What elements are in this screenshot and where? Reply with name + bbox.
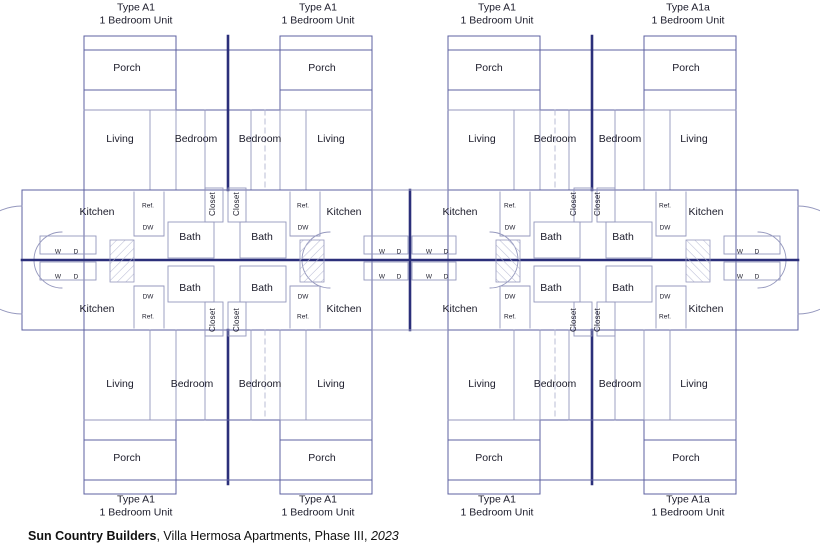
room-label-bedroom: Bedroom — [170, 378, 214, 390]
appliance-label: W — [378, 248, 386, 256]
appliance-label: DW — [504, 224, 516, 232]
appliance-label: W — [54, 248, 62, 256]
unit-tag: Type A1 1 Bedroom Unit — [99, 493, 173, 518]
appliance-label: DW — [659, 293, 671, 301]
room-label-living: Living — [680, 133, 708, 145]
appliance-label: DW — [142, 293, 154, 301]
caption-project: , Villa Hermosa Apartments, Phase III, — [156, 529, 371, 543]
appliance-label: D — [443, 273, 449, 281]
room-label-bath: Bath — [540, 231, 562, 243]
appliance-label: DW — [504, 293, 516, 301]
unit-tag: Type A1 1 Bedroom Unit — [99, 1, 173, 26]
unit-tag: Type A1 1 Bedroom Unit — [460, 493, 534, 518]
room-label-kitchen: Kitchen — [688, 303, 724, 315]
appliance-label: Ref. — [504, 202, 516, 210]
room-label-bath: Bath — [251, 282, 273, 294]
appliance-label: W — [736, 273, 744, 281]
appliance-label: D — [73, 273, 79, 281]
appliance-label: DW — [297, 293, 309, 301]
appliance-label: D — [396, 248, 402, 256]
appliance-label: DW — [297, 224, 309, 232]
building-right — [412, 36, 820, 494]
closet-label: Closet — [208, 308, 217, 332]
room-label-porch: Porch — [475, 452, 503, 464]
room-label-kitchen: Kitchen — [688, 206, 724, 218]
room-label-kitchen: Kitchen — [79, 303, 115, 315]
room-label-kitchen: Kitchen — [442, 206, 478, 218]
room-label-kitchen: Kitchen — [79, 206, 115, 218]
appliance-label: D — [754, 248, 760, 256]
room-label-kitchen: Kitchen — [326, 303, 362, 315]
room-label-porch: Porch — [672, 452, 700, 464]
closet-label: Closet — [569, 308, 578, 332]
appliance-label: W — [425, 273, 433, 281]
room-label-bedroom: Bedroom — [598, 378, 642, 390]
appliance-label: DW — [142, 224, 154, 232]
room-label-bath: Bath — [612, 282, 634, 294]
room-label-bedroom: Bedroom — [238, 133, 282, 145]
appliance-label: W — [736, 248, 744, 256]
figure-caption — [28, 529, 399, 543]
room-label-porch: Porch — [475, 62, 503, 74]
appliance-label: Ref. — [504, 313, 516, 321]
appliance-label: Ref. — [297, 313, 309, 321]
caption-year: 2023 — [370, 529, 399, 543]
appliance-label: D — [73, 248, 79, 256]
appliance-label: Ref. — [297, 202, 309, 210]
appliance-label: D — [754, 273, 760, 281]
room-label-porch: Porch — [308, 452, 336, 464]
room-label-kitchen: Kitchen — [442, 303, 478, 315]
room-label-living: Living — [317, 133, 345, 145]
room-label-bedroom: Bedroom — [238, 378, 282, 390]
room-label-living: Living — [106, 133, 134, 145]
room-label-living: Living — [317, 378, 345, 390]
appliance-label: Ref. — [142, 202, 154, 210]
unit-tag: Type A1a 1 Bedroom Unit — [651, 1, 725, 26]
room-label-porch: Porch — [308, 62, 336, 74]
room-label-bedroom: Bedroom — [533, 378, 577, 390]
room-label-bath: Bath — [179, 282, 201, 294]
room-label-bath: Bath — [612, 231, 634, 243]
room-label-living: Living — [468, 378, 496, 390]
closet-label: Closet — [569, 192, 578, 216]
appliance-label: DW — [659, 224, 671, 232]
closet-label: Closet — [593, 192, 602, 216]
room-label-bath: Bath — [251, 231, 273, 243]
closet-label: Closet — [208, 192, 217, 216]
room-label-kitchen: Kitchen — [326, 206, 362, 218]
appliance-label: W — [378, 273, 386, 281]
room-label-porch: Porch — [672, 62, 700, 74]
appliance-label: D — [396, 273, 402, 281]
room-label-living: Living — [680, 378, 708, 390]
unit-tag: Type A1 1 Bedroom Unit — [281, 493, 355, 518]
closet-label: Closet — [232, 308, 241, 332]
appliance-label: Ref. — [659, 202, 671, 210]
building-left — [0, 36, 408, 494]
appliance-label: Ref. — [659, 313, 671, 321]
appliance-label: W — [425, 248, 433, 256]
appliance-label: D — [443, 248, 449, 256]
unit-tag: Type A1 1 Bedroom Unit — [281, 1, 355, 26]
appliance-label: Ref. — [142, 313, 154, 321]
caption-firm: Sun Country Builders — [28, 529, 157, 543]
room-label-living: Living — [106, 378, 134, 390]
room-label-bath: Bath — [179, 231, 201, 243]
room-label-bedroom: Bedroom — [533, 133, 577, 145]
room-label-porch: Porch — [113, 62, 141, 74]
room-label-bedroom: Bedroom — [598, 133, 642, 145]
room-label-bedroom: Bedroom — [174, 133, 218, 145]
closet-label: Closet — [593, 308, 602, 332]
unit-tag: Type A1 1 Bedroom Unit — [460, 1, 534, 26]
appliance-label: W — [54, 273, 62, 281]
unit-tag: Type A1a 1 Bedroom Unit — [651, 493, 725, 518]
room-label-bath: Bath — [540, 282, 562, 294]
room-label-porch: Porch — [113, 452, 141, 464]
room-label-living: Living — [468, 133, 496, 145]
closet-label: Closet — [232, 192, 241, 216]
